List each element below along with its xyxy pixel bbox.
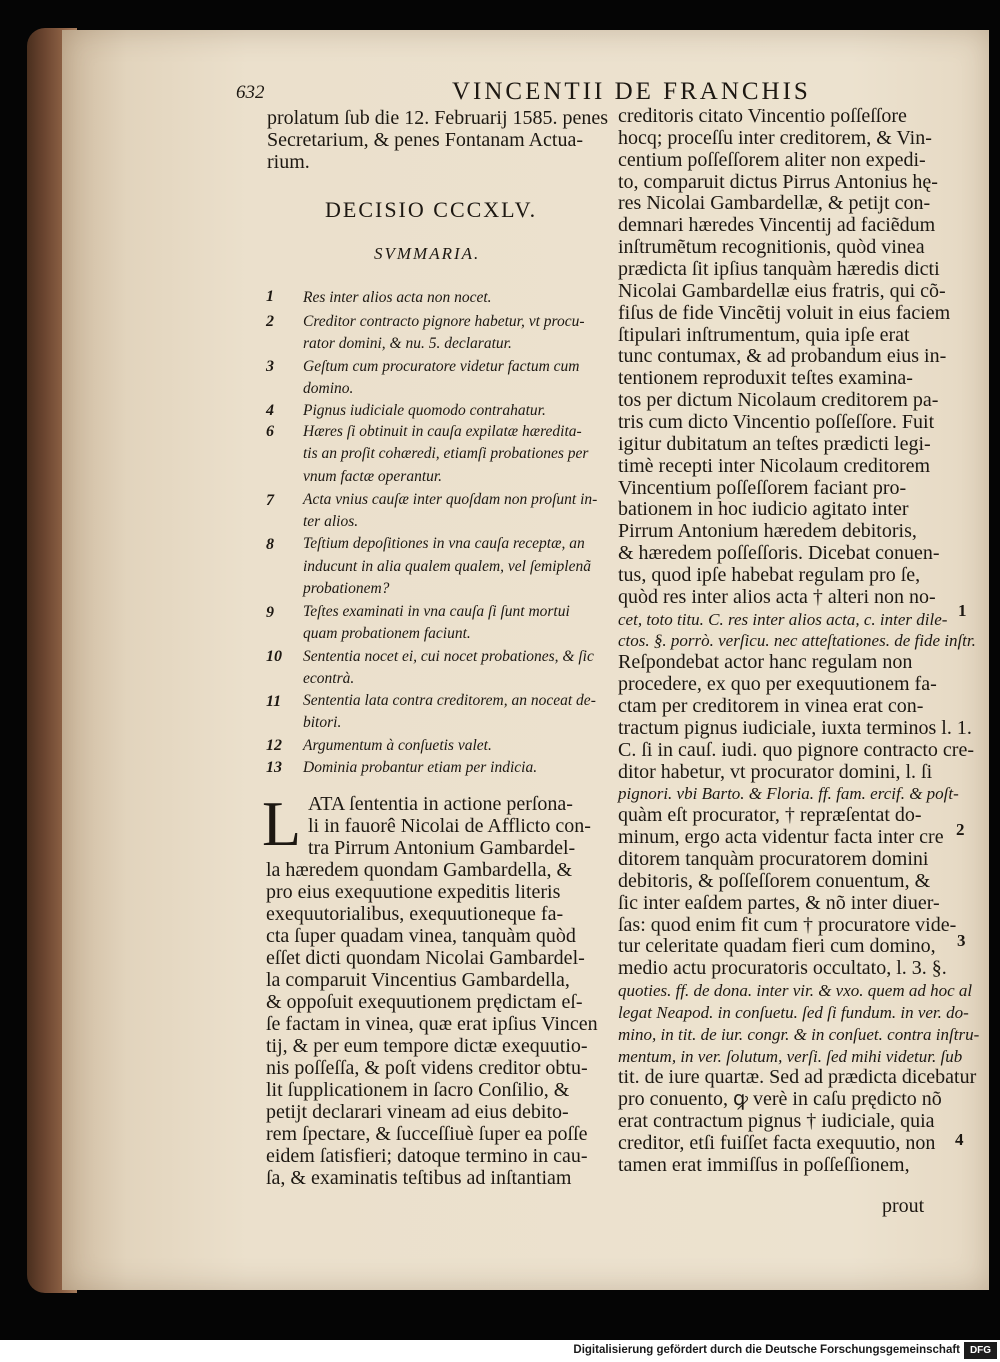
opening-line: rium. (267, 151, 310, 173)
body-line: demnari hæredes Vincentij ad faciẽdum (618, 214, 936, 237)
body-line: cet, toto titu. C. res inter alios acta, c. inter dile- (618, 609, 948, 629)
summary-number: 3 (266, 358, 274, 375)
summary-number: 10 (266, 648, 282, 665)
summary-line: Teſtium depoſitiones in vna cauſa receptæ, an (303, 535, 585, 552)
body-line: ſas: quod enim fit cum † procuratore vide- (618, 913, 957, 936)
body-line: li in fauorê Nicolai de Afflicto con- (308, 815, 591, 837)
drop-cap: L (262, 788, 302, 859)
summary-line: Acta vnius cauſæ inter quoſdam non proſunt in- (303, 491, 598, 508)
body-line: timè recepti inter Nicolaum creditorem (618, 454, 931, 477)
body-line: tur celeritate quadam fieri cum domino, (618, 935, 936, 958)
summary-line: probationem? (303, 580, 390, 597)
body-line: tris cum dicto Vincentio poſſeſſore. Fuit (618, 410, 935, 433)
body-line: creditoris citato Vincentio poſſeſſore (618, 105, 907, 127)
body-line: Pirrum Antonium hæredem debitoris, (618, 520, 917, 543)
body-line: fiſus de fide Vincẽtij voluit in eius faciem (618, 301, 951, 324)
body-line: la comparuit Vincentius Gambardella, (266, 969, 570, 991)
margin-number: 3 (957, 931, 966, 950)
body-line: pro conuento, ꝙ verè in caſu prędicto nõ (618, 1088, 942, 1111)
body-line: ditorem tanquàm procuratorem domini (618, 847, 929, 870)
body-line: bationem in hoc iudicio agitato inter (618, 498, 909, 521)
body-line: creditor, etſi fuiſſet facta exequutio, non (618, 1132, 936, 1154)
page-number: 632 (236, 82, 265, 103)
body-line: mino, in tit. de iur. congr. & in conſuet. contra inſtru- (618, 1024, 980, 1044)
body-line: Nicolai Gambardellæ eius fratris, qui cõ- (618, 279, 946, 302)
summary-number: 7 (266, 492, 274, 509)
body-line: eidem ſatisfieri; datoque termino in cau- (266, 1145, 588, 1167)
summary-line: quam probationem faciunt. (303, 625, 471, 642)
body-line: tunc contumax, & ad probandum eius in- (618, 345, 947, 368)
body-line: legat Neapod. in conſuetu. ſed ſi fundum. in ver. do- (618, 1002, 969, 1022)
dfg-logo: DFG (964, 1342, 997, 1359)
summary-line: Dominia probantur etiam per indicia. (303, 759, 538, 776)
summary-number: 9 (266, 604, 274, 621)
body-line: erat contractum pignus † iudiciale, quia (618, 1110, 935, 1133)
body-line: prædicta ſit ipſius tanquàm hæredis dicti (618, 258, 940, 280)
body-line: exequutorialibus, exequutioneque fa- (266, 903, 564, 925)
decision-heading: DECISIO CCCXLV. (325, 197, 538, 222)
body-line: ATA ſententia in actione perſona- (308, 793, 573, 815)
body-line: petijt declarari vineam ad eius debito- (266, 1101, 569, 1123)
running-title: VINCENTII DE FRANCHIS (452, 78, 811, 105)
summary-line: ter alios. (303, 513, 359, 530)
summary-line: vnum factæ operantur. (303, 468, 443, 485)
opening-line: Secretarium, & penes Fontanam Actua- (267, 129, 584, 151)
body-line: tentionem reproduxit teſtes examina- (618, 367, 913, 390)
body-line: & oppoſuit exequutionem prędictam eſ- (266, 991, 583, 1013)
body-line: tos per dictum Nicolaum creditorem pa- (618, 389, 939, 412)
summary-number: 1 (266, 288, 274, 305)
summary-line: rator domini, & nu. 5. declaratur. (303, 335, 512, 352)
summary-line: econtrà. (303, 670, 355, 687)
body-line: res Nicolai Gambardellæ, & petijt con- (618, 192, 931, 215)
body-line: pro eius exequutione expeditis literis (266, 881, 561, 903)
margin-number: 1 (958, 601, 967, 620)
body-line: ſic inter eaſdem partes, & nõ inter diuer- (618, 891, 940, 914)
body-line: ditor habetur, vt procurator domini, l. ſi (618, 760, 933, 783)
body-line: lit ſupplicationem in ſacro Conſilio, & (266, 1079, 570, 1101)
margin-number: 2 (956, 820, 965, 839)
body-line: tij, & per eum tempore dictæ exequutio- (266, 1035, 588, 1057)
body-line: ctos. §. porrò. verſicu. nec atteſtationes. de fide inſtr. (618, 631, 976, 651)
body-line: cta ſuper quadam vinea, tanquàm quòd (266, 925, 576, 947)
footer-credit: Digitalisierung gefördert durch die Deutsche Forschungsgemeinschaft (573, 1344, 960, 1356)
summary-line: Argumentum à conſuetis valet. (303, 737, 492, 754)
catchword: prout (882, 1195, 925, 1217)
body-line: quoties. ff. de dona. inter vir. & vxo. quem ad hoc al (618, 981, 973, 1000)
body-line: & hæredem poſſeſſoris. Dicebat conuen- (618, 542, 940, 564)
summary-number: 13 (266, 759, 282, 776)
body-line: tamen erat immiſſus in poſſeſſionem, (618, 1153, 910, 1176)
body-line: la hæredem quondam Gambardella, & (266, 859, 573, 881)
body-line: tus, quod ipſe habebat regulam pro ſe, (618, 563, 921, 586)
body-line: quòd res inter alios acta † alteri non no- (618, 585, 936, 608)
body-line: hocq; proceſſu inter creditorem, & Vin- (618, 126, 932, 149)
summaria-heading: SVMMARIA. (374, 244, 481, 263)
body-line: nis poſſeſſa, & poſt videns creditor obtu- (266, 1057, 588, 1079)
summary-number: 8 (266, 536, 274, 553)
summary-number: 2 (266, 313, 274, 330)
summary-line: inducunt in alia qualem qualem, vel ſemiplenã (303, 558, 591, 575)
body-line: Reſpondebat actor hanc regulam non (618, 651, 913, 674)
summary-line: Sententia nocet ei, cui nocet probationes, & ſic (303, 648, 594, 665)
body-line: ſe factam in vinea, quæ erat ipſius Vincen (266, 1013, 598, 1035)
summary-line: Teſtes examinati in vna cauſa ſi ſunt mortui (303, 603, 570, 620)
summary-number: 12 (266, 737, 282, 754)
summary-line: bitori. (303, 714, 342, 731)
summary-line: Hæres ſi obtinuit in cauſa expilatæ hæredita- (303, 423, 582, 440)
body-line: ſtipulari inſtrumentum, quia ipſe erat (618, 323, 910, 346)
body-line: procedere, ex quo per exequutionem fa- (618, 673, 937, 696)
body-line: tit. de iure quartæ. Sed ad prædicta dicebatur (618, 1066, 977, 1089)
body-line: to, comparuit dictus Pirrus Antonius hę- (618, 170, 938, 193)
body-line: ſa, & examinatis teſtibus ad inſtantiam (266, 1167, 572, 1189)
body-line: C. ſi in cauſ. iudi. quo pignore contracto cre- (618, 738, 975, 761)
body-line: centium poſſeſſorem aliter non expedi- (618, 148, 926, 171)
summary-line: Pignus iudiciale quomodo contrahatur. (303, 402, 546, 419)
summary-number: 4 (266, 402, 274, 419)
body-line: medio actu procuratoris occultato, l. 3. §. (618, 957, 947, 980)
summary-line: domino. (303, 380, 354, 397)
summary-line: Creditor contracto pignore habetur, vt procu- (303, 313, 585, 330)
summary-number: 6 (266, 423, 274, 440)
summary-line: Res inter alios acta non nocet. (303, 289, 492, 306)
summary-line: Geſtum cum procuratore videtur factum cum (303, 358, 580, 375)
body-line: quàm eſt procurator, † repræſentat do- (618, 804, 922, 827)
body-line: pignori. vbi Barto. & Floria. ff. fam. ercif. & poſt- (618, 784, 959, 804)
body-line: Vincentium poſſeſſorem faciant pro- (618, 476, 907, 499)
body-line: ctam per creditorem in vinea erat con- (618, 695, 924, 717)
body-line: debitoris, & poſſeſſorem conuentum, & (618, 869, 931, 892)
opening-line: prolatum ſub die 12. Februarij 1585. penes (267, 107, 609, 129)
summary-line: Sententia lata contra creditorem, an noceat de- (303, 692, 596, 709)
body-line: igitur dubitatum an teſtes prædicti legi- (618, 432, 931, 455)
body-line: minum, ergo acta videntur facta inter cre (618, 826, 944, 849)
summary-line: tis an proſit cohæredi, etiamſi probationes per (303, 445, 589, 462)
body-line: inſtrumẽtum recognitionis, quòd vinea (618, 236, 925, 259)
summary-number: 11 (266, 693, 282, 710)
body-line: tra Pirrum Antonium Gambardel- (308, 837, 576, 859)
body-line: mentum, in ver. ſolutum, verſi. ſed mihi videtur. ſub (618, 1046, 963, 1066)
body-line: tractum pignus iudiciale, iuxta terminos l. 1. (618, 716, 972, 739)
body-line: eſſet dicti quondam Nicolai Gambardel- (266, 947, 585, 969)
margin-number: 4 (955, 1130, 964, 1149)
body-line: rem ſpectare, & ſucceſſiuè ſuper ea poſſe (266, 1123, 588, 1145)
